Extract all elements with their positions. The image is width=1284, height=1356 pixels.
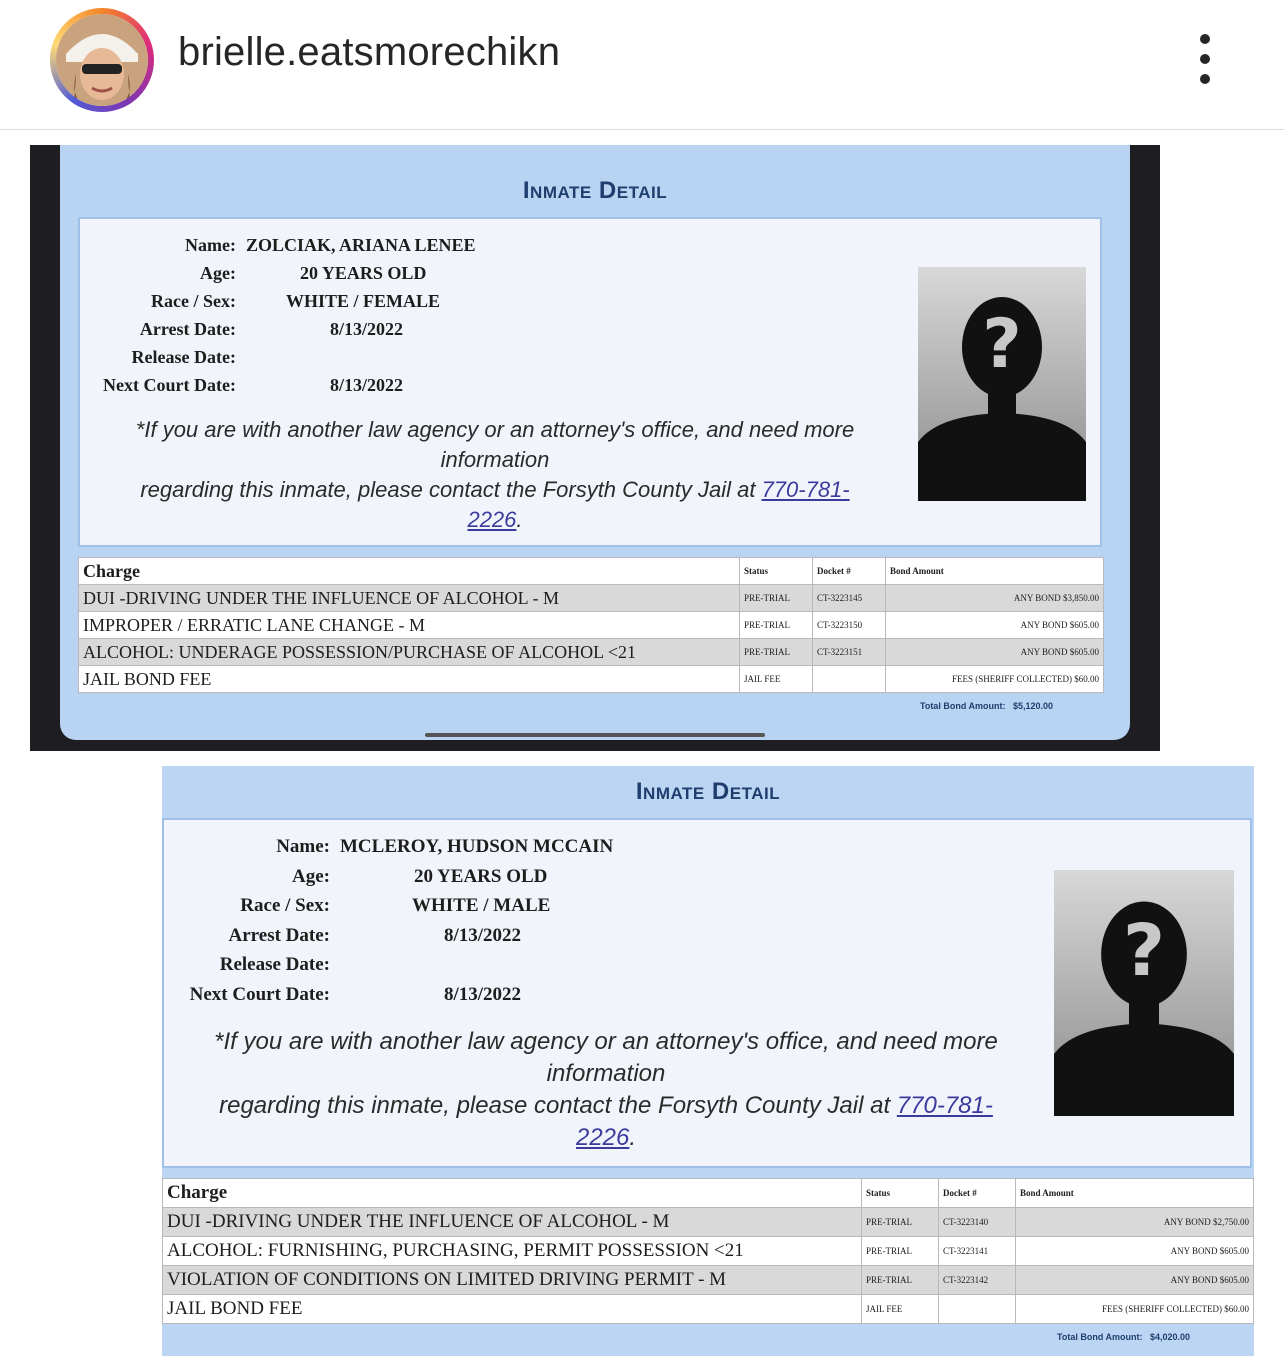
status-cell: JAIL FEE xyxy=(740,666,813,693)
inmate-info-box xyxy=(162,818,1252,1168)
age-value: 20 YEARS OLD xyxy=(300,263,427,283)
status-cell: JAIL FEE xyxy=(862,1295,939,1324)
contact-notice xyxy=(90,415,900,535)
bond-cell: ANY BOND $3,850.00 xyxy=(886,585,1104,612)
next-court-date-label: Next Court Date: xyxy=(103,375,236,395)
status-cell: PRE-TRIAL xyxy=(740,612,813,639)
notice-line: *If you are with another law agency or an attorney's office, and need more xyxy=(135,417,855,442)
next-court-date-label: Next Court Date: xyxy=(189,984,330,1005)
charge-cell: DUI -DRIVING UNDER THE INFLUENCE OF ALCOHOL - M xyxy=(79,585,740,612)
bond-cell: FEES (SHERIFF COLLECTED) $60.00 xyxy=(886,666,1104,693)
status-cell: PRE-TRIAL xyxy=(862,1266,939,1295)
bond-cell: FEES (SHERIFF COLLECTED) $60.00 xyxy=(1016,1295,1254,1324)
jail-phone-link-end[interactable]: 2226 xyxy=(575,1124,630,1151)
profile-avatar[interactable] xyxy=(56,14,148,106)
name-value: MCLEROY, HUDSON MCCAIN xyxy=(340,836,614,857)
table-row xyxy=(79,666,1104,693)
bond-header: Bond Amount xyxy=(1016,1179,1254,1208)
next-court-date-value: 8/13/2022 xyxy=(330,375,404,395)
docket-cell: CT-3223151 xyxy=(813,639,886,666)
race-sex-value: WHITE / MALE xyxy=(412,895,551,916)
question-mark-icon: ? xyxy=(1122,909,1166,993)
more-options-icon[interactable] xyxy=(1190,34,1220,84)
name-label: Name: xyxy=(185,235,236,255)
bond-cell: ANY BOND $605.00 xyxy=(1016,1237,1254,1266)
table-row xyxy=(79,612,1104,639)
panel-title: Inmate Detail xyxy=(635,778,781,805)
notice-line xyxy=(174,1090,1038,1122)
docket-cell: CT-3223141 xyxy=(939,1237,1016,1266)
notice-line-text: regarding this inmate, please contact the Forsyth County Jail at xyxy=(140,477,762,502)
notice-line-text: regarding this inmate, please contact the Forsyth County Jail at xyxy=(219,1092,897,1119)
status-cell: PRE-TRIAL xyxy=(862,1237,939,1266)
post-header xyxy=(0,0,1284,130)
charge-header: Charge xyxy=(79,558,740,585)
mugshot-placeholder xyxy=(918,267,1086,501)
arrest-date-value: 8/13/2022 xyxy=(330,319,404,339)
table-row xyxy=(163,1237,1254,1266)
total-bond-label: Total Bond Amount: xyxy=(920,701,1006,711)
more-dot xyxy=(1200,54,1210,64)
more-dot xyxy=(1200,34,1210,44)
name-value: ZOLCIAK, ARIANA LENEE xyxy=(246,235,476,255)
notice-period: . xyxy=(516,507,523,532)
charges-table xyxy=(162,1178,1254,1324)
panel-title: Inmate Detail xyxy=(522,177,668,204)
docket-cell xyxy=(939,1295,1016,1324)
notice-line: information xyxy=(546,1060,666,1087)
docket-cell: CT-3223140 xyxy=(939,1208,1016,1237)
table-row xyxy=(163,1266,1254,1295)
table-header-row xyxy=(163,1179,1254,1208)
total-bond-value: $4,020.00 xyxy=(1150,1332,1191,1342)
story-ring[interactable] xyxy=(50,8,154,112)
total-bond-value: $5,120.00 xyxy=(1013,701,1054,711)
status-header: Status xyxy=(862,1179,939,1208)
name-label: Name: xyxy=(276,836,330,857)
bond-cell: ANY BOND $605.00 xyxy=(886,612,1104,639)
age-label: Age: xyxy=(292,866,330,887)
docket-header: Docket # xyxy=(939,1179,1016,1208)
race-sex-label: Race / Sex: xyxy=(151,291,236,311)
charge-cell: ALCOHOL: FURNISHING, PURCHASING, PERMIT POSSESSION <21 xyxy=(163,1237,862,1266)
charge-cell: VIOLATION OF CONDITIONS ON LIMITED DRIVING PERMIT - M xyxy=(163,1266,862,1295)
total-bond xyxy=(1057,1332,1190,1342)
release-date-label: Release Date: xyxy=(131,347,236,367)
contact-notice xyxy=(174,1026,1038,1154)
jail-phone-link-end[interactable]: 2226 xyxy=(467,507,517,532)
total-bond xyxy=(920,701,1053,711)
status-cell: PRE-TRIAL xyxy=(740,639,813,666)
age-value: 20 YEARS OLD xyxy=(414,866,548,887)
race-sex-value: WHITE / FEMALE xyxy=(286,291,441,311)
notice-period: . xyxy=(629,1124,637,1151)
charge-cell: IMPROPER / ERRATIC LANE CHANGE - M xyxy=(79,612,740,639)
notice-line xyxy=(174,1122,1038,1154)
arrest-date-value: 8/13/2022 xyxy=(444,925,522,946)
docket-cell: CT-3223150 xyxy=(813,612,886,639)
mugshot-placeholder xyxy=(1054,870,1234,1116)
silhouette-icon xyxy=(918,267,1086,501)
release-date-label: Release Date: xyxy=(219,954,330,975)
table-header-row xyxy=(79,558,1104,585)
race-sex-label: Race / Sex: xyxy=(240,895,330,916)
docket-cell: CT-3223145 xyxy=(813,585,886,612)
post-username[interactable]: brielle.eatsmorechikn xyxy=(178,30,561,74)
arrest-date-label: Arrest Date: xyxy=(228,925,330,946)
status-header: Status xyxy=(740,558,813,585)
jail-phone-link[interactable]: 770-781- xyxy=(761,477,850,502)
bond-cell: ANY BOND $605.00 xyxy=(1016,1266,1254,1295)
next-court-date-value: 8/13/2022 xyxy=(444,984,522,1005)
total-bond-label: Total Bond Amount: xyxy=(1057,1332,1143,1342)
bond-header: Bond Amount xyxy=(886,558,1104,585)
bond-cell: ANY BOND $2,750.00 xyxy=(1016,1208,1254,1237)
docket-cell xyxy=(813,666,886,693)
charges-table xyxy=(78,557,1104,693)
table-row xyxy=(79,639,1104,666)
inmate-detail-panel-2 xyxy=(162,766,1254,1356)
charge-cell: JAIL BOND FEE xyxy=(163,1295,862,1324)
table-row xyxy=(163,1295,1254,1324)
charge-cell: ALCOHOL: UNDERAGE POSSESSION/PURCHASE OF ALCOHOL <21 xyxy=(79,639,740,666)
docket-header: Docket # xyxy=(813,558,886,585)
jail-phone-link[interactable]: 770-781- xyxy=(896,1092,993,1119)
bond-cell: ANY BOND $605.00 xyxy=(886,639,1104,666)
more-dot xyxy=(1200,74,1210,84)
silhouette-icon xyxy=(1054,870,1234,1116)
avatar-photo xyxy=(56,14,148,106)
inmate-detail-panel-1 xyxy=(60,145,1130,740)
status-cell: PRE-TRIAL xyxy=(862,1208,939,1237)
age-label: Age: xyxy=(200,263,236,283)
notice-line xyxy=(90,475,900,505)
arrest-date-label: Arrest Date: xyxy=(139,319,236,339)
notice-line xyxy=(90,505,900,535)
notice-line: information xyxy=(440,447,550,472)
table-row xyxy=(79,585,1104,612)
scrollbar-handle[interactable] xyxy=(425,733,765,737)
question-mark-icon: ? xyxy=(982,305,1022,384)
table-row xyxy=(163,1208,1254,1237)
docket-cell: CT-3223142 xyxy=(939,1266,1016,1295)
charge-cell: JAIL BOND FEE xyxy=(79,666,740,693)
charge-cell: DUI -DRIVING UNDER THE INFLUENCE OF ALCOHOL - M xyxy=(163,1208,862,1237)
charge-header: Charge xyxy=(163,1179,862,1208)
inmate-info-box xyxy=(78,217,1102,547)
notice-line: *If you are with another law agency or an attorney's office, and need more xyxy=(214,1028,998,1055)
status-cell: PRE-TRIAL xyxy=(740,585,813,612)
